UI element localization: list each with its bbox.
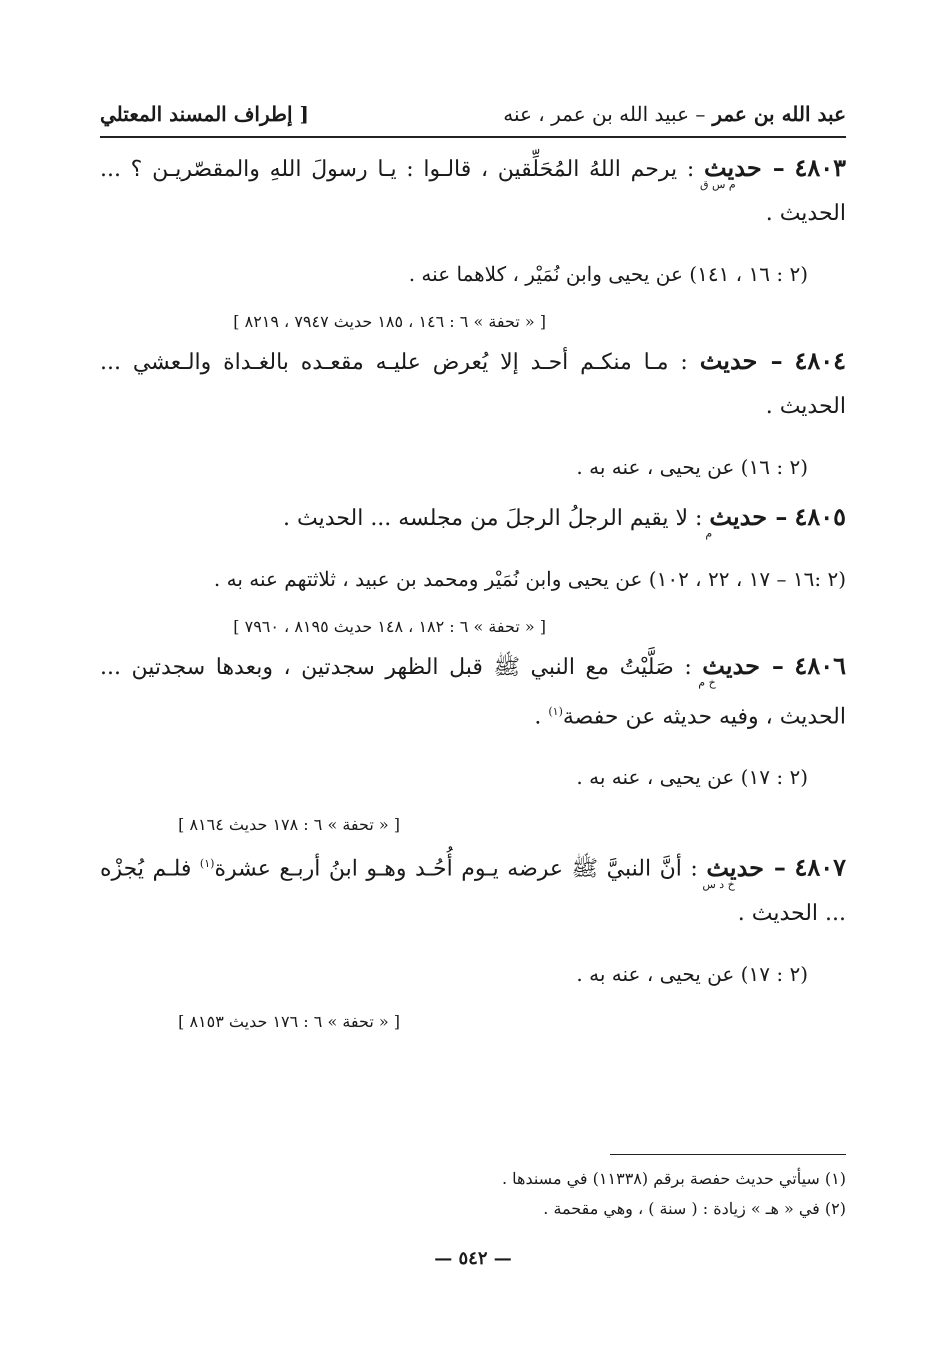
hadith-number: ٤٨٠٦ — [794, 651, 846, 680]
header-book-title: [ إطراف المسند المعتلي — [100, 102, 309, 126]
hadith-entry: ٤٨٠٣ – حديث م س ق : يرحم اللهُ المُحَلِّقين ، قالـوا : يـا رسولَ اللهِ والمقصّريـن ؟ ... الحديث . — [100, 153, 847, 226]
tuhfa-reference: [ « تحفة » ٦ : ١٧٦ حديث ٨١٥٣ ] — [178, 1011, 400, 1031]
tuhfa-reference: [ « تحفة » ٦ : ١٨٢ ، ١٤٨ حديث ٨١٩٥ ، ٧٩٦٠ ] — [233, 617, 546, 636]
hadith-text: : يرحم اللهُ المُحَلِّقين ، قالـوا : يـا رسولَ اللهِ والمقصّريـن ؟ ... الحديث . — [100, 157, 846, 226]
footnote: (٢) في « هـ » زيادة : ( سنة ) ، وهي مقحمة . — [543, 1199, 846, 1218]
hadith-text: : لا يقيم الرجلُ الرجلَ من مجلسه ... الحديث . — [283, 506, 703, 531]
sanad-line: (٢ : ١٧) عن يحيى ، عنه به . — [576, 961, 808, 986]
header-chapter-sub: – عبيد الله بن عمر ، عنه — [503, 102, 706, 126]
hadith-keyword: حديث خ د س — [702, 852, 765, 891]
hadith-entry: ٤٨٠٦ – حديث خ م : صَلَّيْتُ مع النبي ﷺ قبل الظهر سجدتين ، وبعدها سجدتين ... الحديث ، وفيه حديثه عن حفصة$^{(١)}$ . — [100, 651, 846, 730]
sanad-line: (٢ : ١٦) عن يحيى ، عنه به . — [576, 455, 808, 479]
sigla: خ د س — [702, 877, 735, 891]
running-header — [100, 96, 846, 138]
footnote: (١) سيأتي حديث حفصة برقم (١١٣٣٨) في مسندها . — [501, 1169, 846, 1188]
hadith-number: ٤٨٠٥ — [794, 502, 846, 531]
tuhfa-reference: [ « تحفة » ٦ : ١٤٦ ، ١٨٥ حديث ٧٩٤٧ ، ٨٢١٩ ] — [233, 312, 546, 331]
footnotes — [100, 1164, 846, 1224]
hadith-keyword: حديث خ م — [698, 651, 760, 689]
sanad-line: (٢ : ١٧) عن يحيى ، عنه به . — [576, 765, 808, 790]
header-chapter — [503, 102, 846, 126]
hadith-keyword: حديث م — [705, 502, 768, 540]
hadith-keyword: حديث م س ق — [699, 153, 762, 191]
hadith-text: : أنَّ النبيَّ ﷺ عرضه يـوم أُحُـد وهـو ابنُ أربـع عشرة — [214, 856, 698, 882]
sanad-line: (٢ : ١٦ ، ١٤١) عن يحيى وابن نُمَيْر ، كلاهما عنه . — [408, 262, 808, 286]
sigla: خ م — [698, 676, 716, 689]
hadith-entry: ٤٨٠٤ – حديث : مـا منكـم أحـد إلا يُعرض عليـه مقعـده بالغـداة والـعشي ... الحديث . — [100, 346, 847, 419]
hadith-entry: ٤٨٠٧ – حديث خ د س : أنَّ النبيَّ ﷺ عرضه يـوم أُحُـد وهـو ابنُ أربـع عشرة$^{(١)}$ فلـم يُجزْه ... الحديث . — [100, 852, 846, 926]
document-page — [100, 96, 846, 1346]
hadith-entry: ٤٨٠٥ – حديث م : لا يقيم الرجلُ الرجلَ من مجلسه ... الحديث . — [283, 502, 846, 540]
footnote-divider — [610, 1154, 846, 1155]
header-chapter-title: عبد الله بن عمر — [712, 102, 846, 126]
hadith-text: : صَلَّيْتُ مع النبي ﷺ قبل الظهر سجدتين ، وبعدها سجدتين ... الحديث ، وفيه حديثه عن حفصة — [100, 655, 846, 730]
sigla: م س ق — [699, 178, 736, 191]
sigla: م — [705, 527, 713, 540]
tuhfa-reference: [ « تحفة » ٦ : ١٧٨ حديث ٨١٦٤ ] — [178, 815, 400, 835]
hadith-text: : مـا منكـم أحـد إلا يُعرض عليـه مقعـده بالغـداة والـعشي ... الحديث . — [100, 350, 846, 419]
hadith-number: ٤٨٠٧ — [794, 852, 846, 882]
sanad-line: (٢ :١٦ – ١٧ ، ٢٢ ، ١٠٢) عن يحيى وابن نُمَيْر ومحمد بن عبيد ، ثلاثتهم عنه به . — [213, 567, 846, 591]
hadith-number: ٤٨٠٤ — [794, 346, 847, 375]
hadith-number: ٤٨٠٣ — [794, 153, 847, 182]
page-number: — ٥٤٢ — — [434, 1248, 512, 1269]
footnote-marker: (١) — [548, 705, 563, 718]
footnote-marker: (١) — [199, 857, 215, 871]
hadith-keyword: حديث — [699, 346, 758, 375]
